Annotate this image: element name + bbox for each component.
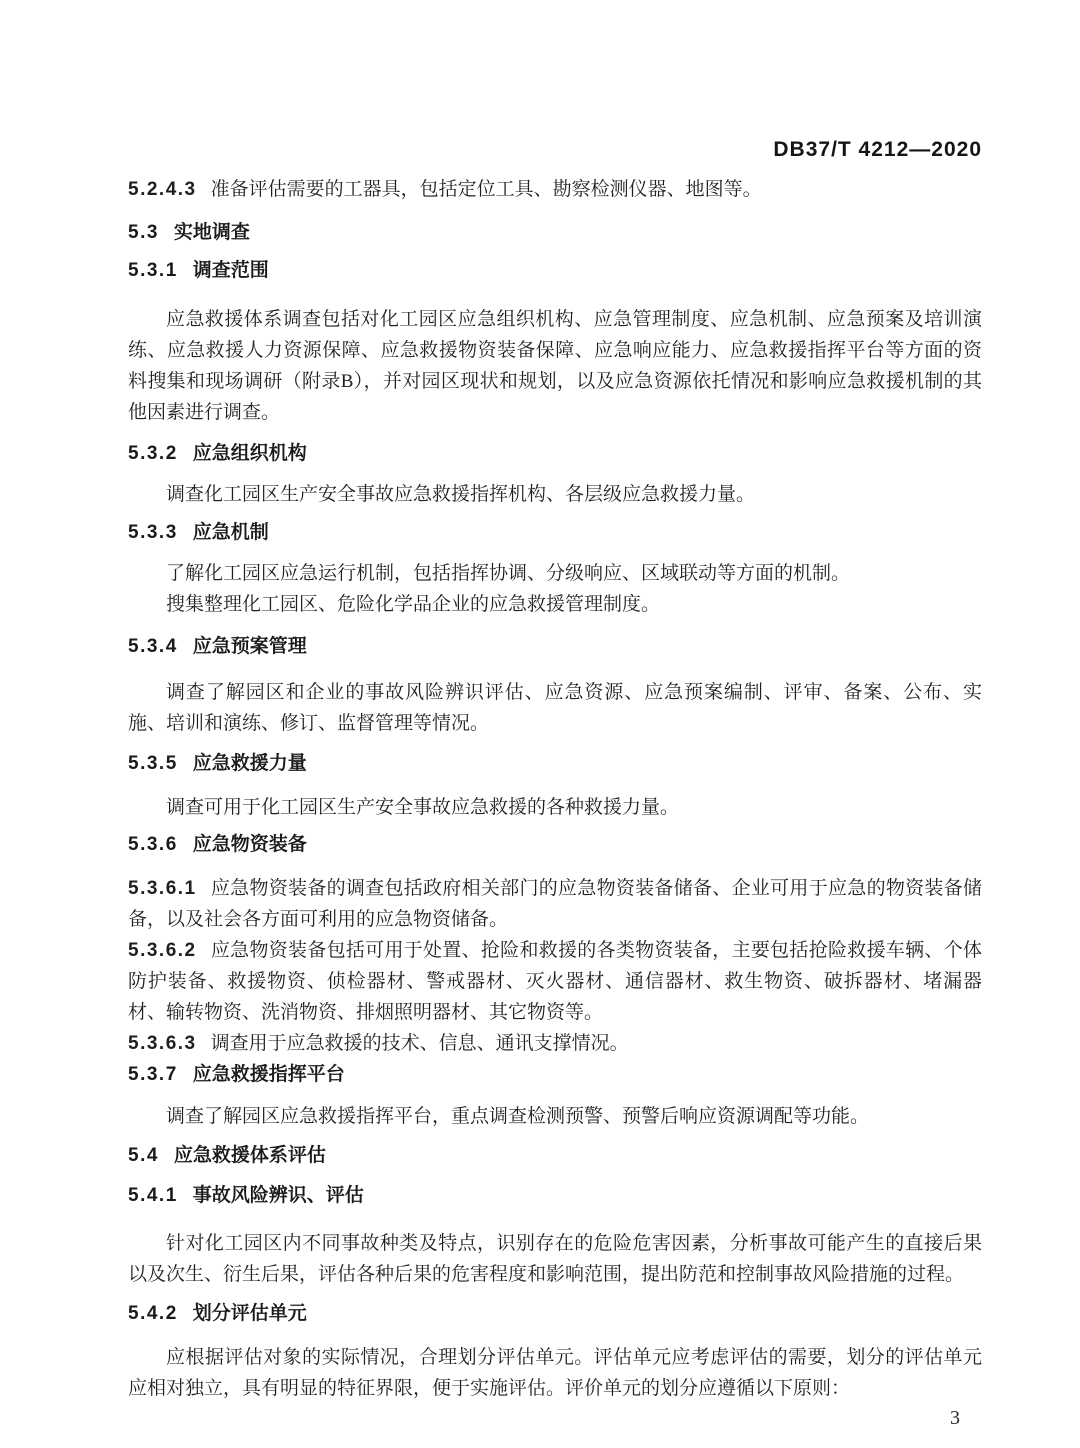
clause-number: 5.3.6.1 [128, 878, 197, 899]
clause-text: 调查用于应急救援的技术、信息、通讯支撑情况。 [210, 1033, 629, 1054]
heading-5.3.7 [128, 1063, 982, 1087]
clause-number: 5.3.6.3 [128, 1033, 197, 1054]
clause-5.3.6.1 [128, 873, 982, 935]
heading-number: 5.3.2 [128, 443, 178, 464]
heading-number: 5.3.5 [128, 753, 178, 774]
paragraph-5.4.1: 针对化工园区内不同事故种类及特点，识别存在的危险危害因素，分析事故可能产生的直接后果以及次生、衍生后果，评估各种后果的危害程度和影响范围，提出防范和控制事故风险措施的过程。 [128, 1233, 982, 1285]
heading-number: 5.4 [128, 1145, 159, 1166]
heading-number: 5.3.4 [128, 636, 178, 657]
heading-number: 5.3.6 [128, 834, 178, 855]
heading-5.3.5 [128, 752, 982, 776]
heading-title: 实地调查 [173, 222, 250, 243]
heading-5.3.3 [128, 521, 982, 545]
clause-5.3.6.3 [128, 1028, 982, 1059]
clause-text: 应急物资装备包括可用于处置、抢险和救援的各类物资装备，主要包括抢险救援车辆、个体防护装备、救援物资、侦检器材、警戒器材、灭火器材、通信器材、救生物资、破拆器材、堵漏器材、输转物资、洗消物资、排烟照明器材、其它物资等。 [128, 940, 982, 1023]
heading-number: 5.3.1 [128, 260, 178, 281]
heading-number: 5.3 [128, 222, 159, 243]
heading-title: 应急组织机构 [192, 443, 307, 464]
heading-title: 划分评估单元 [192, 1303, 307, 1324]
heading-5.4.2 [128, 1302, 982, 1326]
heading-title: 调查范围 [192, 260, 269, 281]
heading-number: 5.3.7 [128, 1064, 178, 1085]
heading-number: 5.4.1 [128, 1185, 178, 1206]
heading-number: 5.4.2 [128, 1303, 178, 1324]
clause-text: 应急物资装备的调查包括政府相关部门的应急物资装备储备、企业可用于应急的物资装备储备，以及社会各方面可利用的应急物资储备。 [128, 878, 982, 930]
heading-title: 应急救援指挥平台 [192, 1064, 345, 1085]
paragraph-5.3.7: 调查了解园区应急救援指挥平台，重点调查检测预警、预警后响应资源调配等功能。 [166, 1106, 870, 1127]
heading-5.3.1 [128, 259, 982, 283]
paragraph-5.3.4: 调查了解园区和企业的事故风险辨识评估、应急资源、应急预案编制、评审、备案、公布、实施、培训和演练、修订、监督管理等情况。 [128, 682, 982, 734]
clause-number: 5.2.4.3 [128, 179, 197, 200]
page-number: 3 [950, 1407, 960, 1429]
heading-title: 应急预案管理 [192, 636, 307, 657]
heading-title: 应急救援体系评估 [173, 1145, 326, 1166]
clause-text: 准备评估需要的工器具，包括定位工具、勘察检测仪器、地图等。 [210, 179, 762, 200]
paragraph-5.3.1: 应急救援体系调查包括对化工园区应急组织机构、应急管理制度、应急机制、应急预案及培训演练、应急救援人力资源保障、应急救援物资装备保障、应急响应能力、应急救援指挥平台等方面的资料搜集和现场调研（附录B），并对园区现状和规划，以及应急资源依托情况和影响应急救援机制的其他因素进行调查。 [128, 309, 982, 423]
heading-5.3.4 [128, 635, 982, 659]
clause-number: 5.3.6.2 [128, 940, 197, 961]
heading-5.3.6 [128, 833, 982, 857]
heading-5.4 [128, 1144, 982, 1168]
heading-title: 应急物资装备 [192, 834, 307, 855]
heading-title: 应急救援力量 [192, 753, 307, 774]
standard-number-header: DB37/T 4212—2020 [773, 138, 982, 161]
clause-5.3.6.2 [128, 935, 982, 1028]
paragraph-5.4.2: 应根据评估对象的实际情况，合理划分评估单元。评估单元应考虑评估的需要，划分的评估单元应相对独立，具有明显的特征界限，便于实施评估。评价单元的划分应遵循以下原则： [128, 1347, 982, 1399]
paragraph-5.3.2: 调查化工园区生产安全事故应急救援指挥机构、各层级应急救援力量。 [166, 484, 756, 505]
heading-title: 事故风险辨识、评估 [192, 1185, 364, 1206]
paragraph-5.3.3-line1: 了解化工园区应急运行机制，包括指挥协调、分级响应、区域联动等方面的机制。 [166, 563, 851, 584]
heading-5.3.2 [128, 442, 982, 466]
heading-number: 5.3.3 [128, 522, 178, 543]
paragraph-5.3.5: 调查可用于化工园区生产安全事故应急救援的各种救援力量。 [166, 797, 680, 818]
paragraph-5.3.3-line2: 搜集整理化工园区、危险化学品企业的应急救援管理制度。 [166, 594, 661, 615]
heading-5.3 [128, 221, 982, 245]
heading-title: 应急机制 [192, 522, 269, 543]
clause-5.2.4.3 [128, 174, 982, 205]
heading-5.4.1 [128, 1184, 982, 1208]
